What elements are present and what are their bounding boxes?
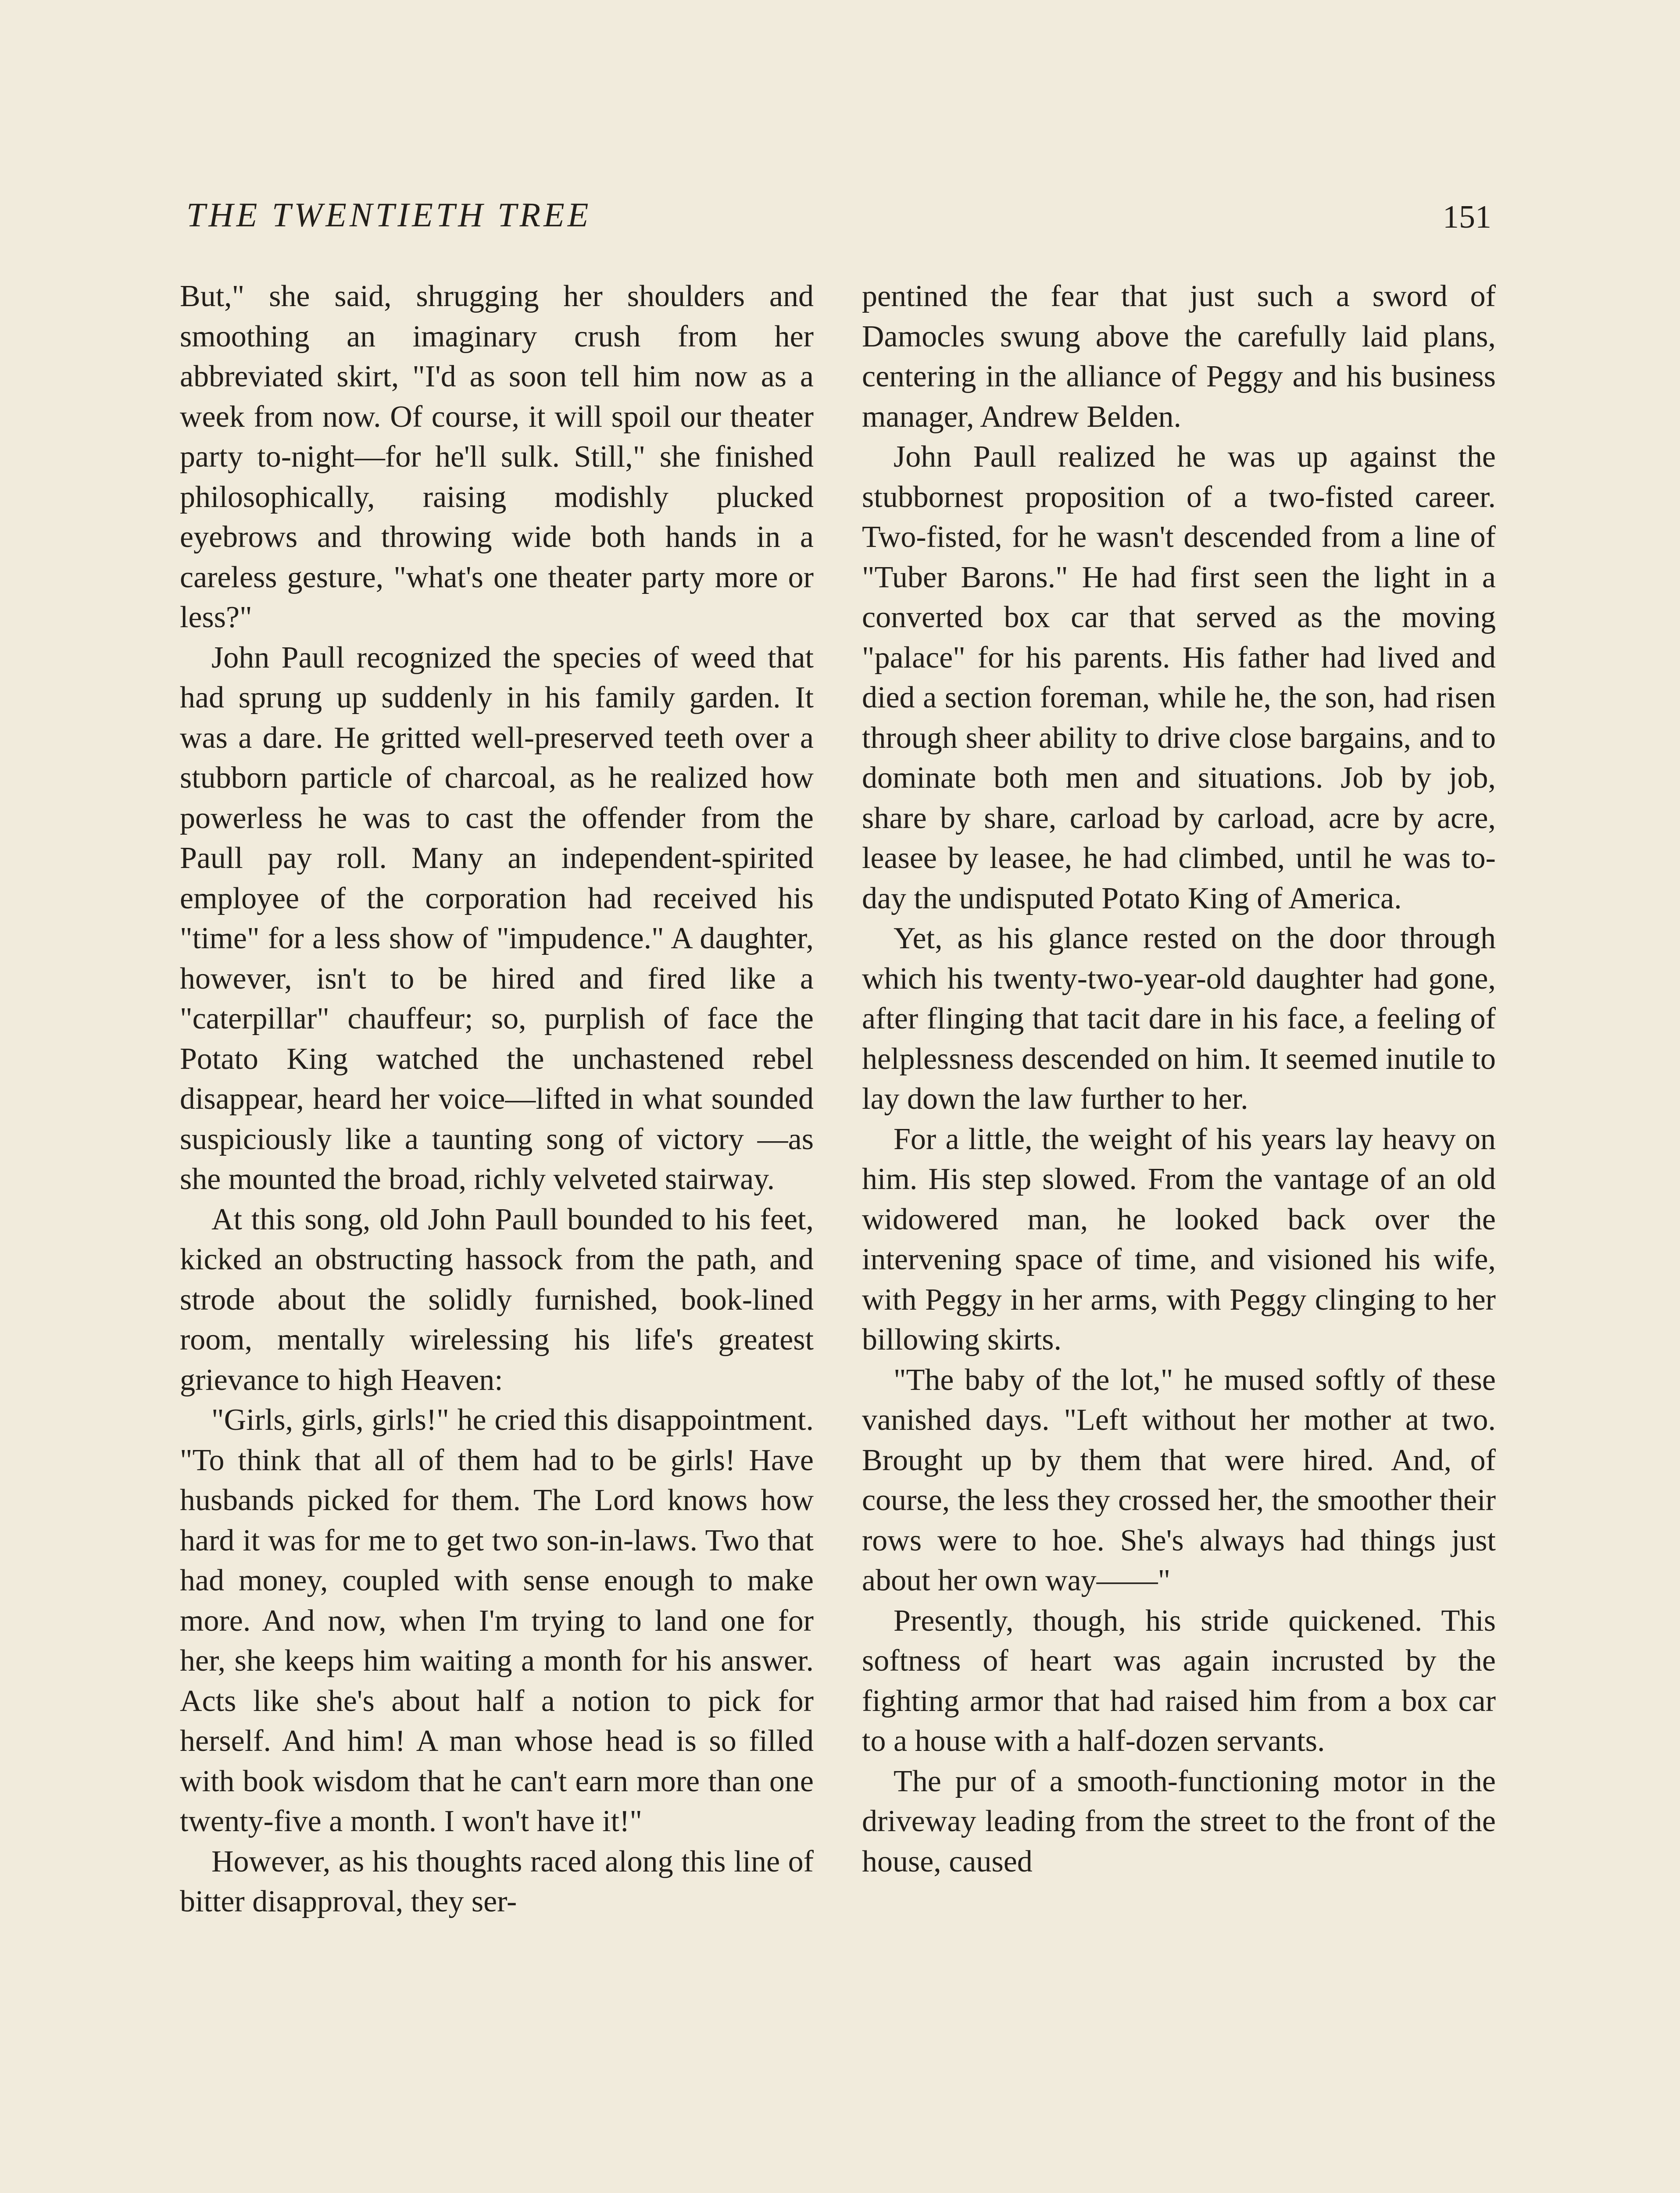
paragraph: The pur of a smooth-functioning motor in the driveway leading from the street to the front of the house, caused <box>862 1764 1496 1879</box>
paragraph: For a little, the weight of his years lay heavy on him. His step slowed. From the vantage of an old widowered man, he looked back over the intervening space of time, and visioned his wife, with Peggy in her arms, with Peggy clinging to her billowing skirts. <box>862 1122 1496 1357</box>
paragraph: However, as his thoughts raced along this line of bitter disapproval, they ser- <box>180 1844 814 1918</box>
right-column <box>862 276 1496 1882</box>
page-header <box>186 195 1491 243</box>
paragraph: "The baby of the lot," he mused softly of these vanished days. "Left without her mother at two. Brought up by them that were hired. And, of course, the less they crossed her, the smoother their rows were to hoe. She's always had things just about her own way——" <box>862 1363 1496 1597</box>
paragraph: "Girls, girls, girls!" he cried this disappointment. "To think that all of them had to be girls! Have husbands picked for them. The Lord knows how hard it was for me to get two son-in-laws. Two that had money, coupled with sense enough to make more. And now, when I'm trying to land one for her, she keeps him waiting a month for his answer. Acts like she's about half a notion to pick for herself. And him! A man whose head is so filled with book wisdom that he can't earn more than one twenty-five a month. I won't have it!" <box>180 1403 814 1838</box>
running-title: THE TWENTIETH TREE <box>186 196 592 234</box>
paragraph: Presently, though, his stride quickened. This softness of heart was again incrusted by the fighting armor that had raised him from a box car to a house with a half-dozen servants. <box>862 1604 1496 1758</box>
paragraph: Yet, as his glance rested on the door through which his twenty-two-year-old daughter had gone, after flinging that tacit dare in his face, a feeling of helplessness descended on him. It seemed inutile to lay down the law further to her. <box>862 921 1496 1116</box>
paragraph: At this song, old John Paull bounded to his feet, kicked an obstructing hassock from the path, and strode about the solidly furnished, book-lined room, mentally wirelessing his life's greatest grievance to high Heaven: <box>180 1202 814 1397</box>
page-number: 151 <box>1443 199 1491 235</box>
paragraph: pentined the fear that just such a sword of Damocles swung above the carefully laid plans, centering in the alliance of Peggy and his business manager, Andrew Belden. <box>862 279 1496 434</box>
left-column <box>180 276 814 1922</box>
paragraph: John Paull recognized the species of weed that had sprung up suddenly in his family garden. It was a dare. He gritted well-preserved teeth over a stubborn particle of charcoal, as he realized how powerless he was to cast the offender from the Paull pay roll. Many an independent-spirited employee of the corporation had received his "time" for a less show of "impudence." A daughter, however, isn't to be hired and fired like a "caterpillar" chauffeur; so, purplish of face the Potato King watched the unchastened rebel disappear, heard her voice—lifted in what sounded suspiciously like a taunting song of victory —as she mounted the broad, richly velveted stairway. <box>180 640 814 1196</box>
paragraph: But," she said, shrugging her shoulders and smoothing an imaginary crush from her abbreviated skirt, "I'd as soon tell him now as a week from now. Of course, it will spoil our theater party to-night—for he'll sulk. Still," she finished philosophically, raising modishly plucked eyebrows and throwing wide both hands in a careless gesture, "what's one theater party more or less?" <box>180 279 814 634</box>
paragraph: John Paull realized he was up against the stubbornest proposition of a two-fisted career. Two-fisted, for he wasn't descended from a line of "Tuber Barons." He had first seen the light in a converted box car that served as the moving "palace" for his parents. His father had lived and died a section foreman, while he, the son, had risen through sheer ability to drive close bargains, and to dominate both men and situations. Job by job, share by share, carload by carload, acre by acre, leasee by leasee, he had climbed, until he was to-day the undisputed Potato King of America. <box>862 440 1496 915</box>
